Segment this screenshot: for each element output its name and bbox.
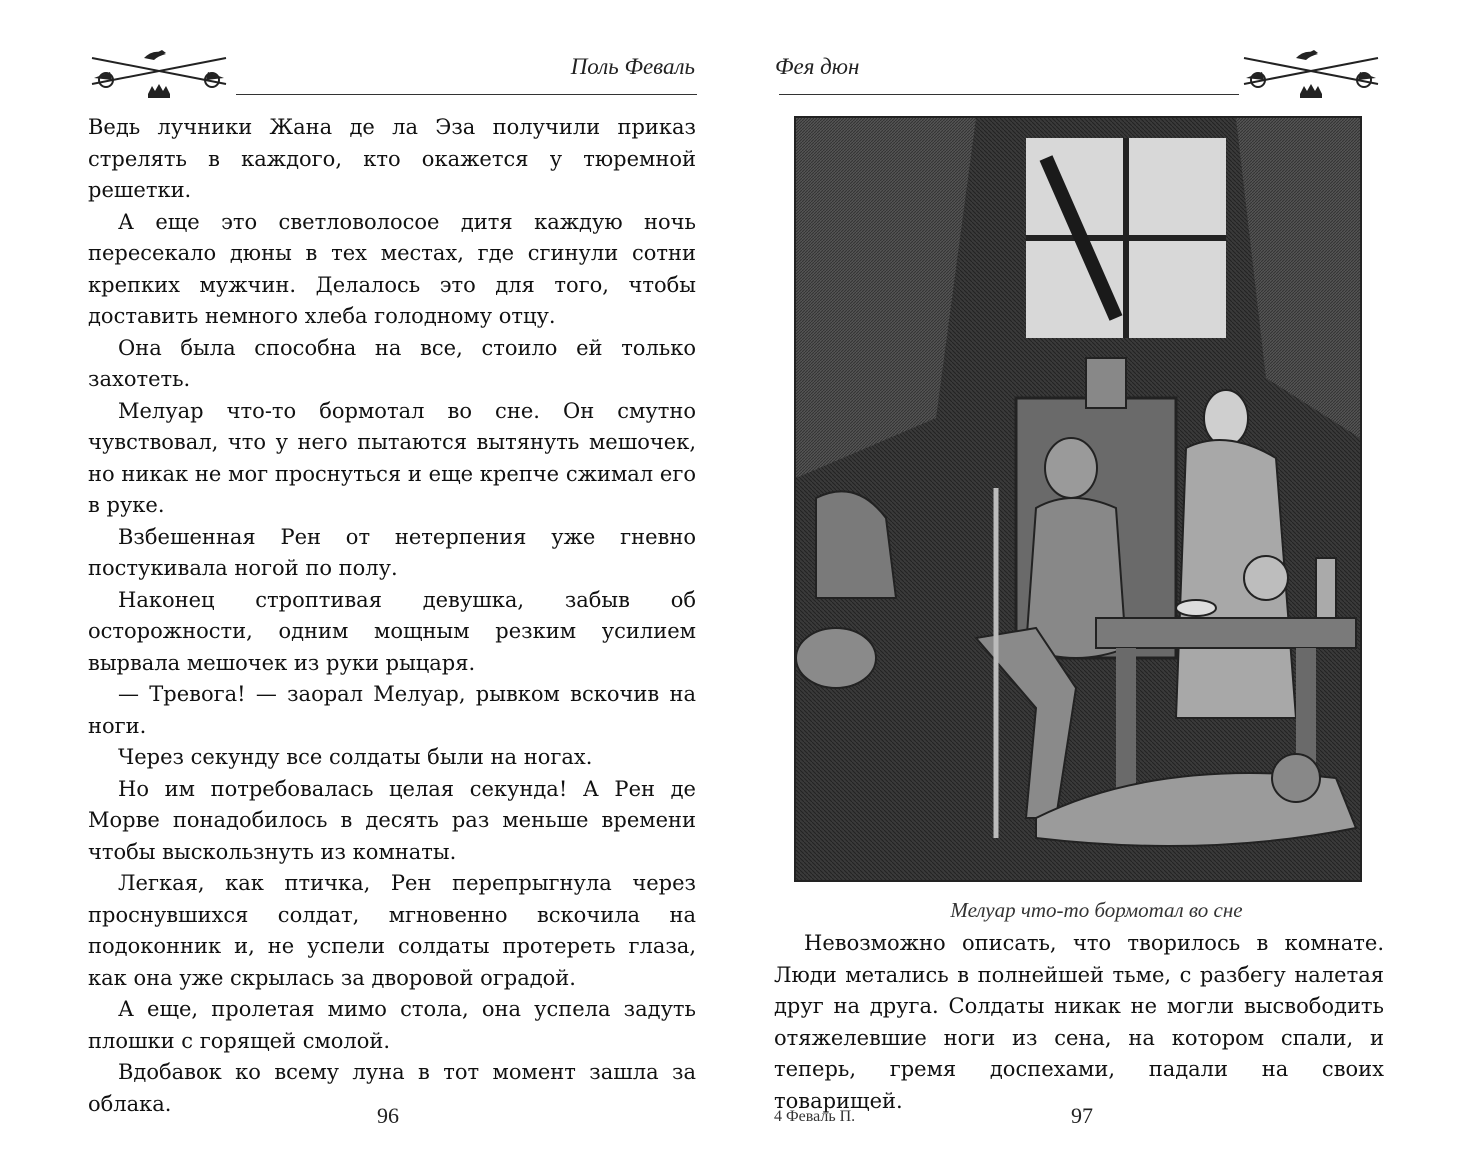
illustration-caption: Мелуар что-то бормотал во сне [950,898,1243,922]
body-text [774,928,1384,1117]
paragraph: А еще, пролетая мимо стола, она успела задуть плошки с горящей смолой. [88,997,696,1053]
crossed-swords-crown-ornament-icon [84,44,234,106]
paragraph: Но им потребовалась целая секунда! А Рен де Морве понадобилось в десять раз меньше времени чтобы выскользнуть из комнаты. [88,776,696,864]
paragraph: Через секунду все солдаты были на ногах. [118,745,593,769]
crossed-swords-crown-ornament-icon [1236,44,1386,106]
paragraph: Легкая, как птичка, Рен перепрыгнула через проснувшихся солдат, мгновенно вскочила на подоконник и, не успели солдаты протереть глаза, как она уже скрылась за дворовой оградой. [88,871,696,990]
engraving-illustration [794,116,1362,882]
running-head-author: Поль Феваль [570,54,695,79]
paragraph: Мелуар что-то бормотал во сне. Он смутно чувствовал, что у него пытаются вытянуть мешочек, но никак не мог проснуться и еще крепче сжимал его в руке. [88,398,696,517]
paragraph: А еще это светловолосое дитя каждую ночь пересекало дюны в тех местах, где сгинули сотни крепких мужчин. Делалось это для того, чтобы доставить немного хлеба голодному отцу. [88,209,696,328]
paragraph: Она была способна на все, стоило ей только захотеть. [88,335,696,391]
paragraph: Взбешенная Рен от нетерпения уже гневно постукивала ногой по полу. [88,524,696,580]
paragraph: — Тревога! — заорал Мелуар, рывком вскочив на ноги. [88,682,696,738]
page-number: 97 [1071,1103,1093,1128]
paragraph: Ведь лучники Жана де ла Эза получили приказ стрелять в каждого, кто окажется у тюремной решетки. [88,115,696,202]
paragraph: Вдобавок ко всему луна в тот момент зашла за облака. [88,1060,696,1116]
paragraph: Невозможно описать, что творилось в комнате. Люди метались в полнейшей тьме, с разбегу налетая друг на друга. Солдаты никак не могли высвободить отяжелевшие ноги из сена, на котором спали, и теперь, гремя доспехами, падали на своих товарищей. [774,931,1384,1113]
page-number: 96 [377,1103,399,1128]
right-page [731,0,1462,1157]
body-text [88,112,696,1120]
header-rule [236,94,697,95]
paragraph: Наконец строптивая девушка, забыв об осторожности, одним мощным резким усилием вырвала мешочек из руки рыцаря. [88,587,696,675]
running-head-title: Фея дюн [775,54,860,79]
header-rule [779,94,1239,95]
printer-signature: 4 Феваль П. [774,1108,856,1125]
engraving-scene [796,118,1360,880]
